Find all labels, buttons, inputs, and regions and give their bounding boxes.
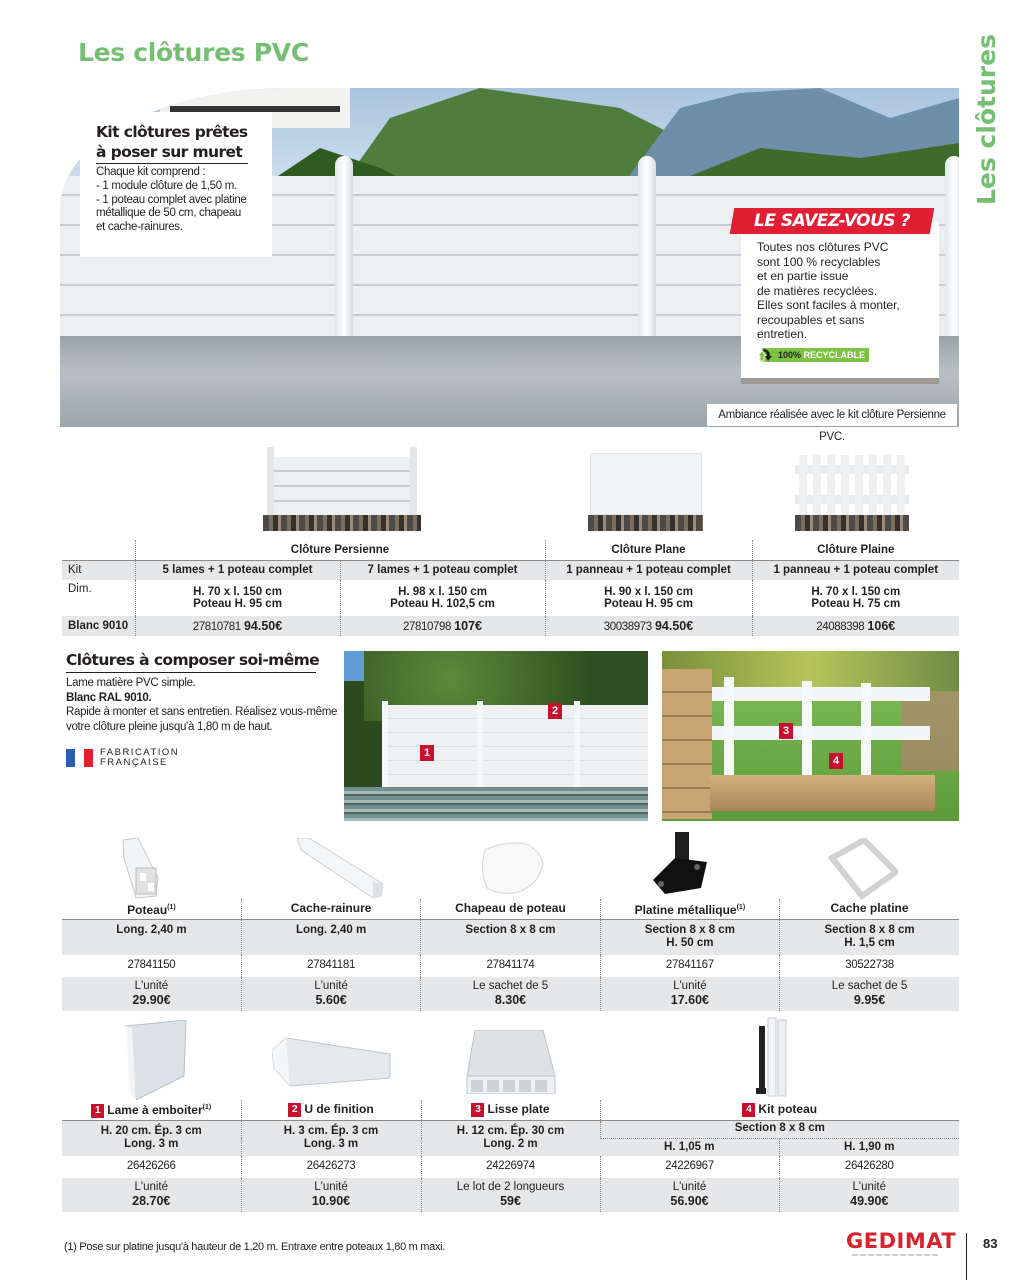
marker-4: 4 bbox=[829, 753, 843, 769]
marker-3: 3 bbox=[779, 723, 793, 739]
kit-title: Kit clôtures prêtes à poser sur muret bbox=[96, 123, 248, 161]
table-row: H. 20 cm. Ép. 3 cm Long. 3 m H. 3 cm. Ép. 3 cm Long. 3 m H. 12 cm. Ép. 30 cm Long. 2 m Section 8 x 8 cm bbox=[62, 1120, 959, 1138]
table-row: L'unité 28.70€ L'unité 10.90€ Le lot de 2 longueurs 59€ L'unité 56.90€ L'unité 49.90€ bbox=[62, 1178, 959, 1212]
product-name: Cache-rainure bbox=[241, 899, 420, 919]
marker-3: 3 bbox=[471, 1103, 484, 1117]
marker-2: 2 bbox=[288, 1103, 301, 1117]
u-finition-image bbox=[272, 1038, 394, 1088]
product-name: Cache platine bbox=[780, 899, 959, 919]
product-name: 3 Lisse plate bbox=[421, 1100, 600, 1120]
table-row: 26426266 26426273 24226974 24226967 26426280 bbox=[62, 1156, 959, 1178]
group-header: Clôture Plaine bbox=[752, 540, 959, 560]
kit-description: Chaque kit comprend : - 1 module clôture de 1,50 m. - 1 poteau complet avec platine métallique de 50 cm, chapeau et cache-rainures. bbox=[96, 166, 247, 234]
platine-image bbox=[645, 832, 715, 898]
kit-poteau-image bbox=[752, 1016, 792, 1100]
page-number: 83 bbox=[983, 1236, 998, 1251]
brand-logo: GEDIMAT bbox=[846, 1229, 957, 1253]
table-row: H. 1,05 m H. 1,90 m bbox=[62, 1138, 959, 1156]
product-image-plaine bbox=[795, 453, 909, 531]
recycle-icon bbox=[756, 347, 774, 363]
callout-text: Toutes nos clôtures PVC sont 100 % recyclables et en partie issue de matières recyclées. Elles sont faciles à monter, recoupables et sans entretien. bbox=[757, 240, 900, 341]
row-label: Blanc 9010 bbox=[62, 616, 135, 636]
group-header: Clôture Plane bbox=[545, 540, 752, 560]
side-section-title: Les clôtures bbox=[972, 34, 1001, 205]
product-name: Platine métallique$^{(1)}$ bbox=[600, 899, 779, 919]
photo-caption: Ambiance réalisée avec le kit clôture Persienne PVC. bbox=[707, 404, 957, 426]
product-name: Poteau$^{(1)}$ bbox=[127, 902, 176, 917]
lame-image bbox=[120, 1020, 190, 1100]
group-header: Clôture Persienne bbox=[135, 540, 545, 560]
product-image-plane bbox=[588, 449, 703, 531]
divider bbox=[66, 672, 316, 673]
marker-4: 4 bbox=[742, 1103, 755, 1117]
table-row bbox=[62, 1100, 959, 1120]
kit-table bbox=[62, 540, 959, 636]
chapeau-image bbox=[475, 840, 547, 896]
product-image-persienne bbox=[263, 447, 421, 531]
table-row: Dim. H. 70 x l. 150 cm Poteau H. 95 cm H. 98 x l. 150 cm Poteau H. 102,5 cm H. 90 x l. 150 cm Poteau H. 95 cm H. 70 x l. 150 cm Poteau H. 75 cm bbox=[62, 580, 959, 616]
table-row bbox=[62, 899, 959, 919]
section-title: Clôtures à composer soi-même bbox=[66, 651, 320, 669]
table-row: 27841150 27841181 27841174 27841167 30522738 bbox=[62, 955, 959, 977]
product-name: 1 Lame à emboiter$^{(1)}$ bbox=[62, 1100, 241, 1120]
product-name: 4 Kit poteau bbox=[600, 1100, 959, 1120]
row-label: Kit bbox=[62, 560, 135, 580]
row-label: Dim. bbox=[68, 583, 92, 595]
kit-info-box bbox=[80, 112, 272, 257]
fence-photo-2 bbox=[662, 651, 959, 821]
divider bbox=[96, 163, 248, 164]
recyclable-badge: 100% RECYCLABLE bbox=[756, 347, 869, 363]
fence-photo-1 bbox=[344, 651, 648, 821]
french-flag-icon bbox=[66, 749, 94, 767]
brand-tagline bbox=[852, 1254, 938, 1256]
section-description: Lame matière PVC simple. Blanc RAL 9010. Rapide à monter et sans entretien. Réalisez vous-même votre clôture pleine jusqu'à 1,80 m de haut. bbox=[66, 677, 338, 733]
footnote: (1) Pose sur platine jusqu'à hauteur de 1,20 m. Entraxe entre poteaux 1,80 m maxi. bbox=[64, 1241, 446, 1253]
cache-platine-image bbox=[826, 838, 898, 900]
table-row: Kit 5 lames + 1 poteau complet 7 lames + 1 poteau complet 1 panneau + 1 poteau complet 1 panneau + 1 poteau complet bbox=[62, 560, 959, 580]
accessories-table bbox=[62, 899, 959, 1011]
poteau-image bbox=[118, 838, 190, 900]
marker-1: 1 bbox=[91, 1104, 104, 1118]
divider bbox=[966, 1233, 967, 1280]
lisse-plate-image bbox=[465, 1030, 557, 1094]
product-name: 2 U de finition bbox=[241, 1100, 421, 1120]
cache-rainure-image bbox=[297, 838, 387, 898]
product-name: Chapeau de poteau bbox=[421, 899, 600, 919]
table-row: Blanc 9010 27810781 94.50€ 27810798 107€ 30038973 94.50€ 24088398 106€ bbox=[62, 616, 959, 636]
marker-2: 2 bbox=[548, 703, 562, 719]
callout-tag: LE SAVEZ-VOUS ? bbox=[730, 208, 935, 234]
table-row: L'unité 29.90€ L'unité 5.60€ Le sachet de 5 8.30€ L'unité 17.60€ Le sachet de 5 9.95€ bbox=[62, 977, 959, 1011]
made-in-france-badge: FABRICATION FRANÇAISE bbox=[66, 748, 179, 768]
marker-1: 1 bbox=[420, 745, 434, 761]
table-row: Long. 2,40 m Long. 2,40 m Section 8 x 8 cm Section 8 x 8 cm H. 50 cm Section 8 x 8 cm H. 1,5 cm bbox=[62, 919, 959, 955]
page-title: Les clôtures PVC bbox=[78, 38, 309, 67]
parts-table bbox=[62, 1100, 959, 1212]
